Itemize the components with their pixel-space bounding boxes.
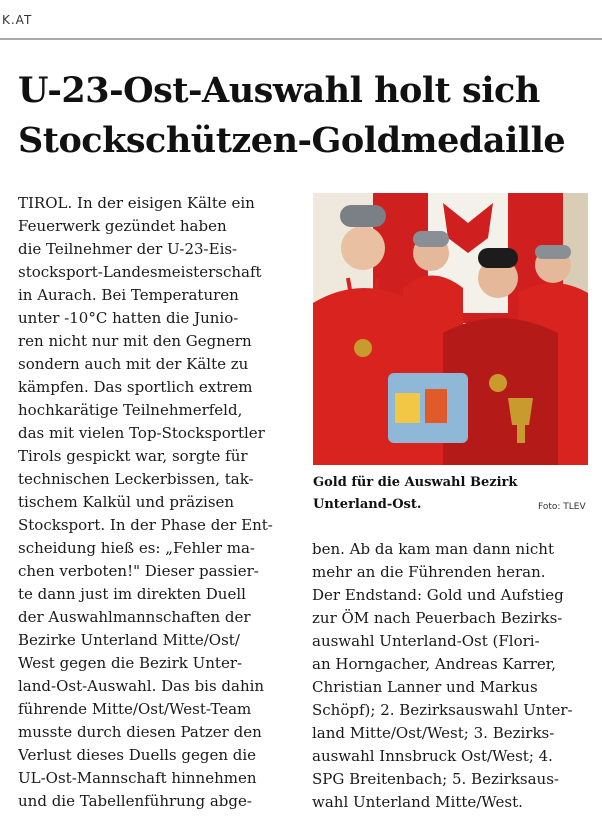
article-line: an Horngacher, Andreas Karrer, xyxy=(312,655,557,673)
team-photo-illustration xyxy=(313,193,588,465)
article-line: tischem Kalkül und präzisen xyxy=(18,493,235,511)
article-column-right xyxy=(312,538,590,814)
article-line: TIROL. In der eisigen Kälte ein xyxy=(18,194,255,212)
article-line: land Mitte/Ost/West; 3. Bezirks- xyxy=(312,724,555,742)
article-line: sondern auch mit der Kälte zu xyxy=(18,355,249,373)
header-divider xyxy=(0,38,602,40)
article-line: musste durch diesen Patzer den xyxy=(18,723,262,741)
article-line: die Teilnehmer der U-23-Eis- xyxy=(18,240,238,258)
article-line: te dann just im direkten Duell xyxy=(18,585,246,603)
article-line: auswahl Unterland-Ost (Flori- xyxy=(312,632,540,650)
photo-credit: Foto: TLEV xyxy=(538,502,586,512)
article-line: ren nicht nur mit den Gegnern xyxy=(18,332,252,350)
article-line: wahl Unterland Mitte/West. xyxy=(312,793,523,811)
article-line: Bezirke Unterland Mitte/Ost/ xyxy=(18,631,240,649)
article-line: land-Ost-Auswahl. Das bis dahin xyxy=(18,677,265,695)
article-line: Tirols gespickt war, sorgte für xyxy=(18,447,248,465)
article-line: zur ÖM nach Peuerbach Bezirks- xyxy=(312,609,563,627)
article-line: unter -10°C hatten die Junio- xyxy=(18,309,239,327)
headline xyxy=(18,66,598,166)
trophy xyxy=(508,398,533,425)
article-line: West gegen die Bezirk Unter- xyxy=(18,654,243,672)
article-line: UL-Ost-Mannschaft hinnehmen xyxy=(18,769,257,787)
article-line: ben. Ab da kam man dann nicht xyxy=(312,540,554,558)
article-line: und die Tabellenführung abge- xyxy=(18,792,252,810)
source-label: K.AT xyxy=(2,13,33,27)
article-line: auswahl Innsbruck Ost/West; 4. xyxy=(312,747,553,765)
article-line: Der Endstand: Gold und Aufstieg xyxy=(312,586,564,604)
article-line: Christian Lanner und Markus xyxy=(312,678,538,696)
caption-line-2: Unterland-Ost. xyxy=(313,497,422,512)
article-line: führende Mitte/Ost/West-Team xyxy=(18,700,252,718)
article-line: der Auswahlmannschaften der xyxy=(18,608,251,626)
article-line: technischen Leckerbissen, tak- xyxy=(18,470,254,488)
article-line: Schöpf); 2. Bezirksauswahl Unter- xyxy=(312,701,573,719)
article-line: Stocksport. In der Phase der Ent- xyxy=(18,516,273,534)
article-line: scheidung hieß es: „Fehler ma- xyxy=(18,539,255,557)
article-line: Verlust dieses Duells gegen die xyxy=(18,746,257,764)
article-line: in Aurach. Bei Temperaturen xyxy=(18,286,239,304)
article-line: mehr an die Führenden heran. xyxy=(312,563,546,581)
article-line: chen verboten!" Dieser passier- xyxy=(18,562,259,580)
headline-line-1: U-23-Ost-Auswahl holt sich xyxy=(18,70,540,111)
article-line: das mit vielen Top-Stocksportler xyxy=(18,424,265,442)
team-photo xyxy=(313,193,588,465)
caption-line-1: Gold für die Auswahl Bezirk xyxy=(313,475,518,490)
article-line: Feuerwerk gezündet haben xyxy=(18,217,227,235)
top-bar xyxy=(0,0,602,40)
article-line: kämpfen. Das sportlich extrem xyxy=(18,378,253,396)
article-column-left xyxy=(18,192,298,813)
article-line: SPG Breitenbach; 5. Bezirksaus- xyxy=(312,770,559,788)
article-line: hochkarätige Teilnehmerfeld, xyxy=(18,401,243,419)
headline-line-2: Stockschützen-Goldmedaille xyxy=(18,120,566,161)
article-line: stocksport-Landesmeisterschaft xyxy=(18,263,262,281)
